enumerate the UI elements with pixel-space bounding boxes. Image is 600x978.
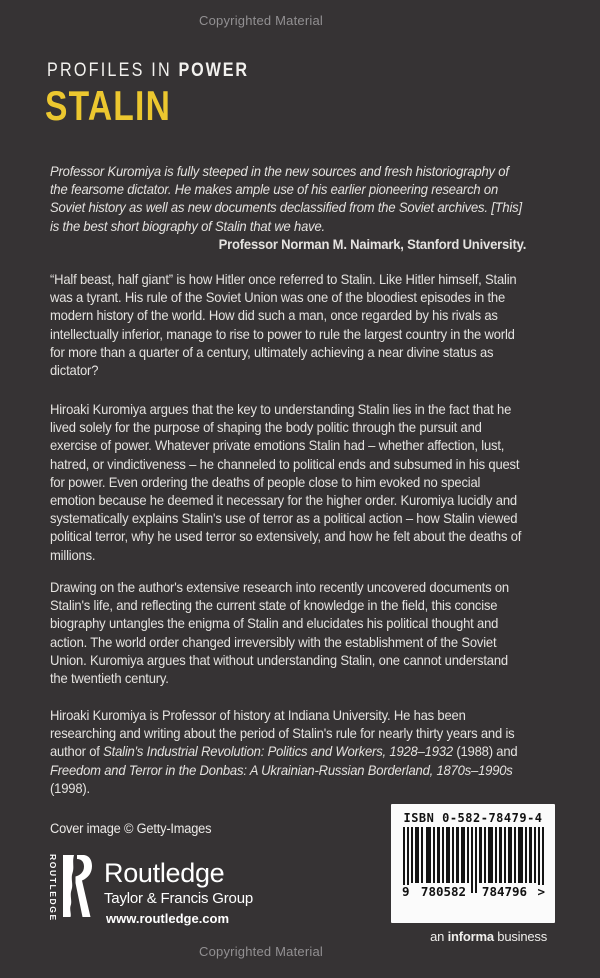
publisher-name: Routledge	[104, 858, 225, 888]
review-blurb	[50, 162, 526, 253]
paragraph-text: “Half beast, half giant” is how Hitler once referred to Stalin. Like Hitler himself, Stalin was a tyrant. His rule of the Soviet Union was one of the bloodiest episodes in the modern history of the world. How did such a man, once regarded by his rivals as intellectually inferior, manage to rise to power to rule the largest country in the world for more than a quarter of a century, ultimately achieving a near divine status as dictator?	[50, 271, 517, 379]
informa-brand: informa	[447, 929, 494, 944]
review-quote: Professor Kuromiya is fully steeped in the new sources and fresh historiography of the fearsome dictator. He makes ample use of his earlier pioneering research on Soviet history as well as new documents declassified from the Soviet archives. [This] is the best short biography of Stalin that we have.	[50, 163, 522, 234]
series-title-bold: POWER	[178, 60, 249, 81]
routledge-logo-mark	[60, 854, 92, 918]
synopsis-paragraph-2	[50, 400, 526, 564]
synopsis-paragraph-3	[50, 578, 526, 687]
copyright-banner-top: Copyrighted Material	[199, 13, 323, 28]
synopsis-paragraph-1	[50, 270, 526, 379]
paragraph-text: Drawing on the author's extensive research into recently uncovered documents on Stalin's life, and reflecting the current state of knowledge in the field, this concise biography untangles the enigma of Stalin and elucidates his political thought and action. The world order changed irreversibly with the establishment of the Soviet Union. Kuromiya argues that without understanding Stalin, one cannot understand the twentieth century.	[50, 579, 509, 687]
isbn-barcode	[391, 804, 555, 923]
barcode-digit-group-2: 784796	[477, 885, 532, 899]
publisher-website: www.routledge.com	[106, 911, 230, 926]
informa-tagline	[391, 929, 547, 944]
informa-prefix: an	[430, 929, 448, 944]
routledge-vertical-label: ROUTLEDGE	[48, 854, 58, 922]
informa-suffix: business	[493, 929, 547, 944]
book-title: STALIN	[45, 82, 172, 129]
barcode-end-mark: >	[535, 885, 545, 899]
paragraph-text: Hiroaki Kuromiya argues that the key to understanding Stalin lies in the fact that he lived solely for the purpose of shaping the body politic through the pursuit and exercise of power. Whatever private emotions Stalin had – whether affection, lust, hatred, or vindictiveness – he channeled to political ends and subsumed in his quest for power. Even ordering the deaths of people close to him evoked no special emotion because he deemed it necessary for the higher order. Kuromiya lucidly and systematically explains Stalin's use of terror as a political action – how Stalin viewed political terror, why he used terror so extensively, and how he felt about the deaths of millions.	[50, 401, 522, 563]
review-attribution: Professor Norman M. Naimark, Stanford University.	[218, 235, 527, 252]
barcode-digit-left: 9	[401, 885, 413, 899]
copyright-banner-bottom: Copyrighted Material	[199, 944, 323, 959]
author-bio	[50, 706, 526, 797]
barcode-digit-group-1: 780582	[416, 885, 471, 899]
routledge-logo	[48, 854, 253, 926]
author-bio-text: Hiroaki Kuromiya is Professor of history at Indiana University. He has been researching and writing about the period of Stalin's rule for nearly thirty years and is author of Stalin's Industrial Revolution: Politics and Workers, 1928–1932 (1988) and Freedom and Terror in the Donbas: A Ukrainian-Russian Borderland, 1870s–1990s (1998).	[50, 707, 518, 796]
series-title-regular: PROFILES IN	[47, 60, 179, 81]
series-title	[47, 60, 249, 82]
barcode-bars	[401, 827, 545, 899]
barcode-digits	[401, 885, 545, 899]
publisher-group: Taylor & Francis Group	[104, 890, 253, 907]
cover-image-credit: Cover image © Getty-Images	[50, 821, 212, 836]
isbn-label: ISBN 0-582-78479-4	[403, 811, 543, 825]
publisher-text-block	[104, 854, 253, 926]
